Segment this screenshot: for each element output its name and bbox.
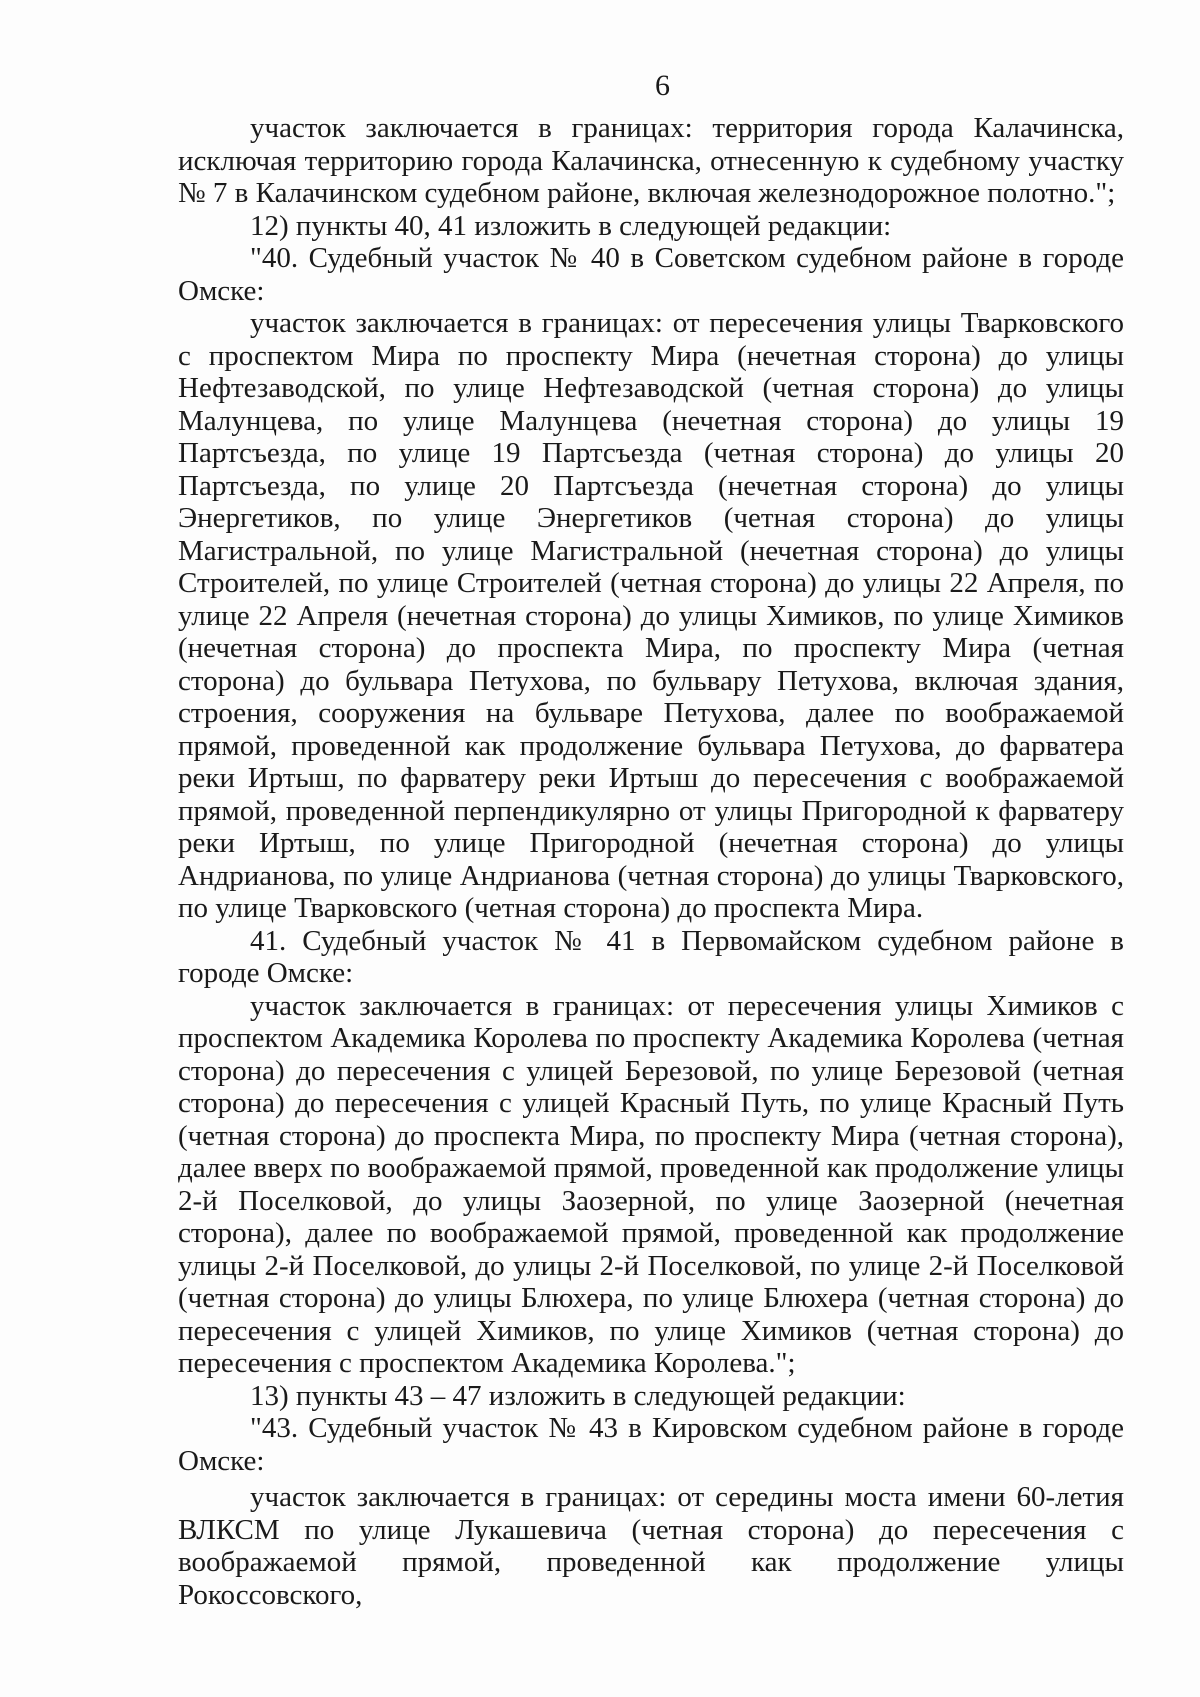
paragraph-section-40-boundary: участок заключается в границах: от пересечения улицы Тварковского с проспектом Мира по проспекту Мира (нечетная сторона) до улицы Нефтезаводской, по улице Нефтезаводской (четная сторона) до улицы Малунцева, по улице Малунцева (нечетная сторона) до улицы 19 Партсъезда, по улице 19 Партсъезда (четная сторона) до улицы 20 Партсъезда, по улице 20 Партсъезда (нечетная сторона) до улицы Энергетиков, по улице Энергетиков (четная сторона) до улицы Магистральной, по улице Магистральной (нечетная сторона) до улицы Строителей, по улице Строителей (четная сторона) до улицы 22 Апреля, по улице 22 Апреля (нечетная сторона) до улицы Химиков, по улице Химиков (нечетная сторона) до проспекта Мира, по проспекту Мира (четная сторона) до бульвара Петухова, по бульвару Петухова, включая здания, строения, сооружения на бульваре Петухова, далее по воображаемой прямой, проведенной как продолжение бульвара Петухова, до фарватера реки Иртыш, по фарватеру реки Иртыш до пересечения с воображаемой прямой, проведенной перпендикулярно от улицы Пригородной к фарватеру реки Иртыш, по улице Пригородной (нечетная сторона) до улицы Андрианова, по улице Андрианова (четная сторона) до улицы Тварковского, по улице Тварковского (четная сторона) до проспекта Мира. <box>178 307 1124 924</box>
paragraph-section-43-boundary: участок заключается в границах: от середины моста имени 60-летия ВЛКСМ по улице Лукашевича (четная сторона) до пересечения с воображаемой прямой, проведенной как продолжение улицы Рокоссовского, <box>178 1481 1124 1611</box>
page-number: 6 <box>655 69 670 102</box>
paragraph-kalachinsk-boundary: участок заключается в границах: территория города Калачинска, исключая территорию города Калачинска, отнесенную к судебному участку № 7 в Калачинском судебном районе, включая железнодорожное полотно."; <box>178 112 1124 209</box>
document-body <box>178 112 1124 1611</box>
paragraph-section-43-title: "43. Судебный участок № 43 в Кировском судебном районе в городе Омске: <box>178 1412 1124 1477</box>
paragraph-section-41-boundary: участок заключается в границах: от пересечения улицы Химиков с проспектом Академика Королева по проспекту Академика Королева (четная сторона) до пересечения с улицей Березовой, по улице Березовой (четная сторона) до пересечения с улицей Красный Путь, по улице Красный Путь (четная сторона) до проспекта Мира, по проспекту Мира (четная сторона), далее вверх по воображаемой прямой, проведенной как продолжение улицы 2-й Поселковой, до улицы Заозерной, по улице Заозерной (нечетная сторона), далее по воображаемой прямой, проведенной как продолжение улицы 2-й Поселковой, до улицы 2-й Поселковой, по улице 2-й Поселковой (четная сторона) до улицы Блюхера, по улице Блюхера (четная сторона) до пересечения с улицей Химиков, по улице Химиков (четная сторона) до пересечения с проспектом Академика Королева."; <box>178 989 1124 1379</box>
paragraph-section-40-title: "40. Судебный участок № 40 в Советском судебном районе в городе Омске: <box>178 242 1124 307</box>
paragraph-item-13: 13) пункты 43 – 47 изложить в следующей редакции: <box>250 1379 906 1412</box>
paragraph-item-12: 12) пункты 40, 41 изложить в следующей редакции: <box>250 209 892 242</box>
paragraph-section-41-title: 41. Судебный участок № 41 в Первомайском судебном районе в городе Омске: <box>178 924 1124 989</box>
